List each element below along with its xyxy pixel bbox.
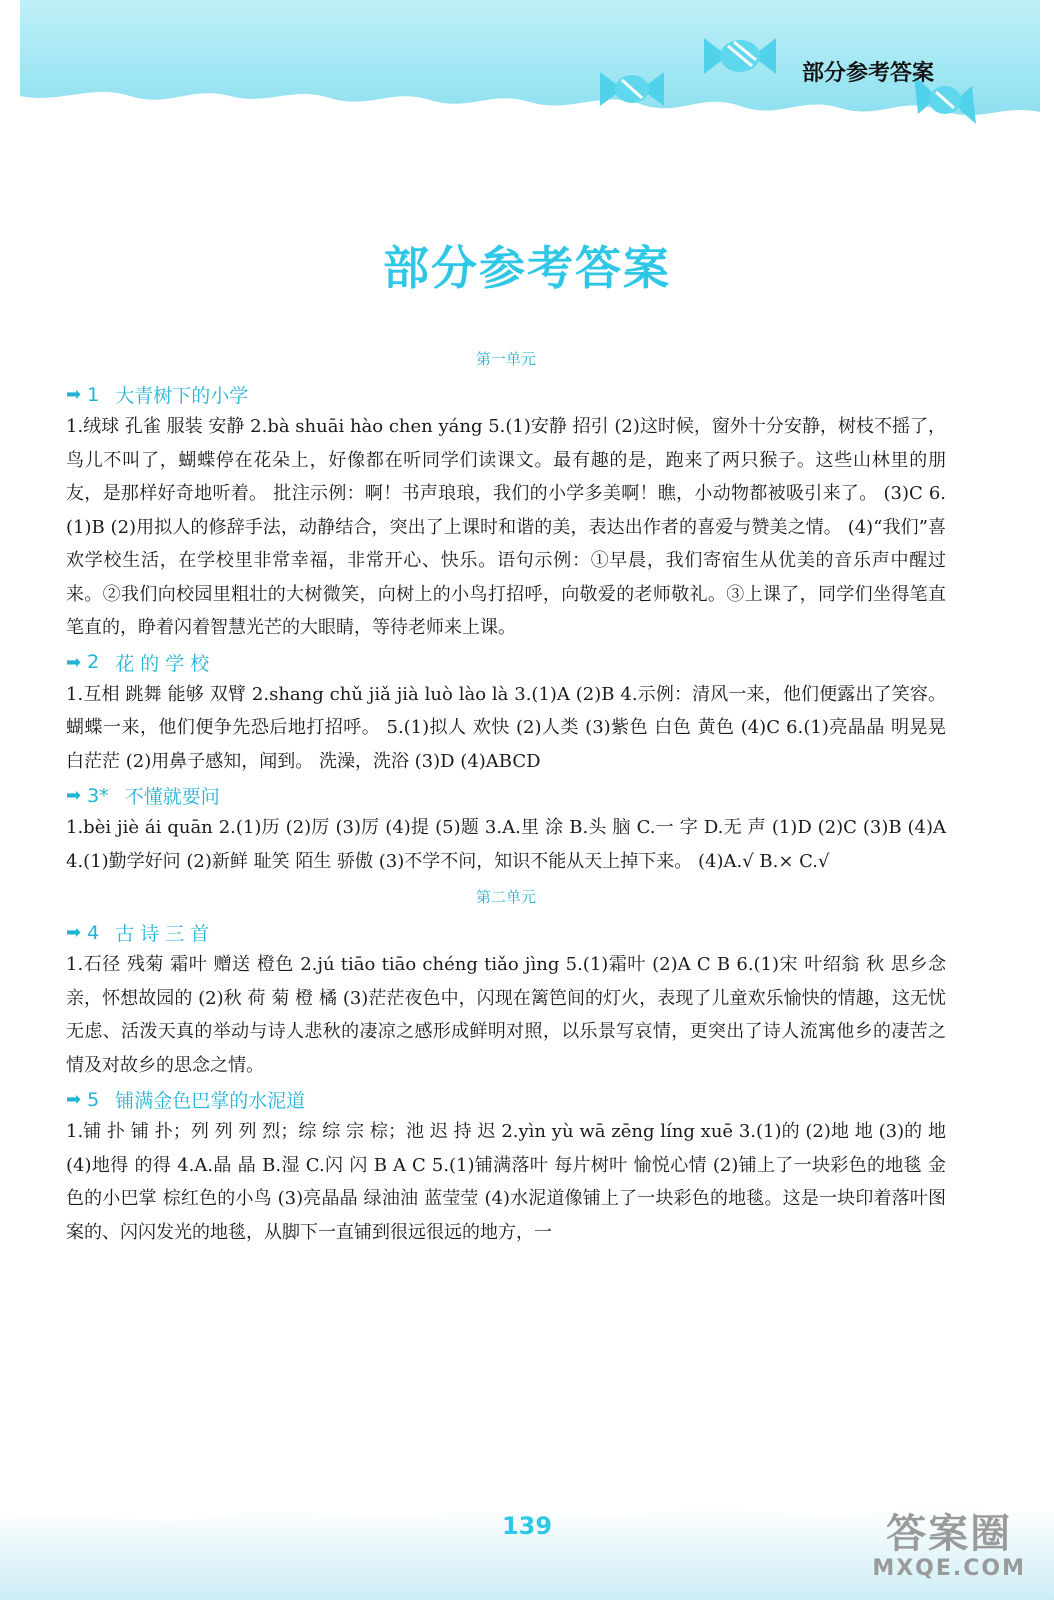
lesson-name: 花 的 学 校 (115, 652, 210, 675)
arrow-right-icon: ➡ (66, 651, 82, 673)
lesson-answers: 1.铺 扑 铺 扑；列 列 列 烈；综 综 宗 棕；池 迟 持 迟 2.yìn yù wā zēng líng xuē 3.(1)的 (2)地 地 (3)的 地 (4)地得 的得 4.A.晶 晶 B.湿 C.闪 闪 B A C 5.(1)铺满落叶 每片树叶 愉悦心情 (2)铺上了一块彩色的地毯 金色的小巴掌 棕红色的小鸟 (3)亮晶晶 绿油油 蓝莹莹 (4)水泥道像铺上了一块彩色的地毯。这是一块印着落叶图案的、闪闪发光的地毯，从脚下一直铺到很远很远的地方，一 (66, 1121, 946, 1243)
arrow-right-icon: ➡ (66, 785, 82, 806)
unit-title: 第二单元 (475, 888, 536, 906)
lesson-title (66, 381, 946, 408)
lesson-answers: 1.互相 跳舞 能够 双臂 2.shang chǔ jiǎ jià luò lào là 3.(1)A (2)B 4.示例：清风一来，他们便露出了笑容。 蝴蝶一来，他们便争先恐后地打招呼。 5.(1)拟人 欢快 (2)人类 (3)紫色 白色 黄色 (4)C 6.(1)亮晶晶 明晃晃 白茫茫 (2)用鼻子感知，闻到。 洗澡，洗浴 (3)D (4)ABCD (66, 683, 946, 772)
arrow-right-icon: ➡ (66, 1089, 82, 1110)
lesson-answers: 1.bèi jiè ái quān 2.(1)历 (2)厉 (3)厉 (4)提 (5)题 3.A.里 涂 B.头 脑 C.一 字 D.无 声 (1)D (2)C (3)B (4)A 4.(1)勤学好问 (2)新鲜 耻笑 陌生 骄傲 (3)不学不问，知识不能从天上掉下来。 (4)A.√ B.× C.√ (66, 817, 946, 872)
page-number: 139 (501, 1512, 553, 1540)
arrow-right-icon: ➡ (66, 922, 82, 943)
lesson-name: 古 诗 三 首 (115, 923, 210, 945)
lesson-answers: 1.石径 残菊 霜叶 赠送 橙色 2.jú tiāo tiāo chéng tiǎo jìng 5.(1)霜叶 (2)A C B 6.(1)宋 叶绍翁 秋 思乡念亲，怀想故园的 (2)秋 荷 菊 橙 橘 (3)茫茫夜色中，闪现在篱笆间的灯火，表现了儿童欢乐愉快的情趣，这无忧无虑、活泼天真的举动与诗人悲秋的凄凉之感形成鲜明对照，以乐景写哀情，更突出了诗人流寓他乡的凄苦之情及对故乡的思念之情。 (66, 954, 946, 1076)
lesson-number: 1 (87, 383, 100, 406)
watermark-url: MXQE.COM (872, 1556, 1026, 1581)
lesson-name: 不懂就要问 (124, 786, 220, 808)
lesson-number: 2 (87, 651, 100, 673)
lesson-title (66, 649, 946, 676)
lesson-answers: 1.绒球 孔雀 服装 安静 2.bà shuāi hào chen yáng 5.(1)安静 招引 (2)这时候，窗外十分安静，树枝不摇了，鸟儿不叫了，蝴蝶停在花朵上，好像都在听同学们读课文。最有趣的是，跑来了两只猴子。这些山林里的朋友，是那样好奇地听着。 批注示例：啊！书声琅琅，我们的小学多美啊！瞧，小动物都被吸引来了。 (3)C 6.(1)B (2)用拟人的修辞手法，动静结合，突出了上课时和谐的美，表达出作者的喜爱与赞美之情。 (4)“我们”喜欢学校生活，在学校里非常幸福，非常开心、快乐。语句示例：①早晨，我们寄宿生从优美的音乐声中醒过来。②我们向校园里粗壮的大树微笑，向树上的小鸟打招呼，向敬爱的老师敬礼。③上课了，同学们坐得笔直笔直的，睁着闪着智慧光芒的大眼睛，等待老师来上课。 (66, 416, 946, 638)
top-banner (0, 0, 1054, 140)
lesson-number: 5 (87, 1088, 100, 1111)
arrow-right-icon: ➡ (66, 384, 82, 405)
watermark-text: 答案圈 (886, 1511, 1013, 1557)
lesson-number: 4 (87, 921, 100, 944)
lesson-title (66, 1086, 946, 1113)
lesson-name: 大青树下的小学 (115, 385, 249, 407)
header-section-label: 部分参考答案 (801, 61, 934, 86)
lesson-title (66, 782, 946, 809)
lesson-number: 3* (87, 784, 109, 807)
unit-title: 第一单元 (475, 350, 536, 368)
answers-content (66, 340, 946, 1253)
lesson-title (66, 919, 946, 946)
page-title: 部分参考答案 (383, 241, 671, 295)
watermark-logo (872, 1512, 1026, 1581)
lesson-name: 铺满金色巴掌的水泥道 (115, 1090, 306, 1112)
